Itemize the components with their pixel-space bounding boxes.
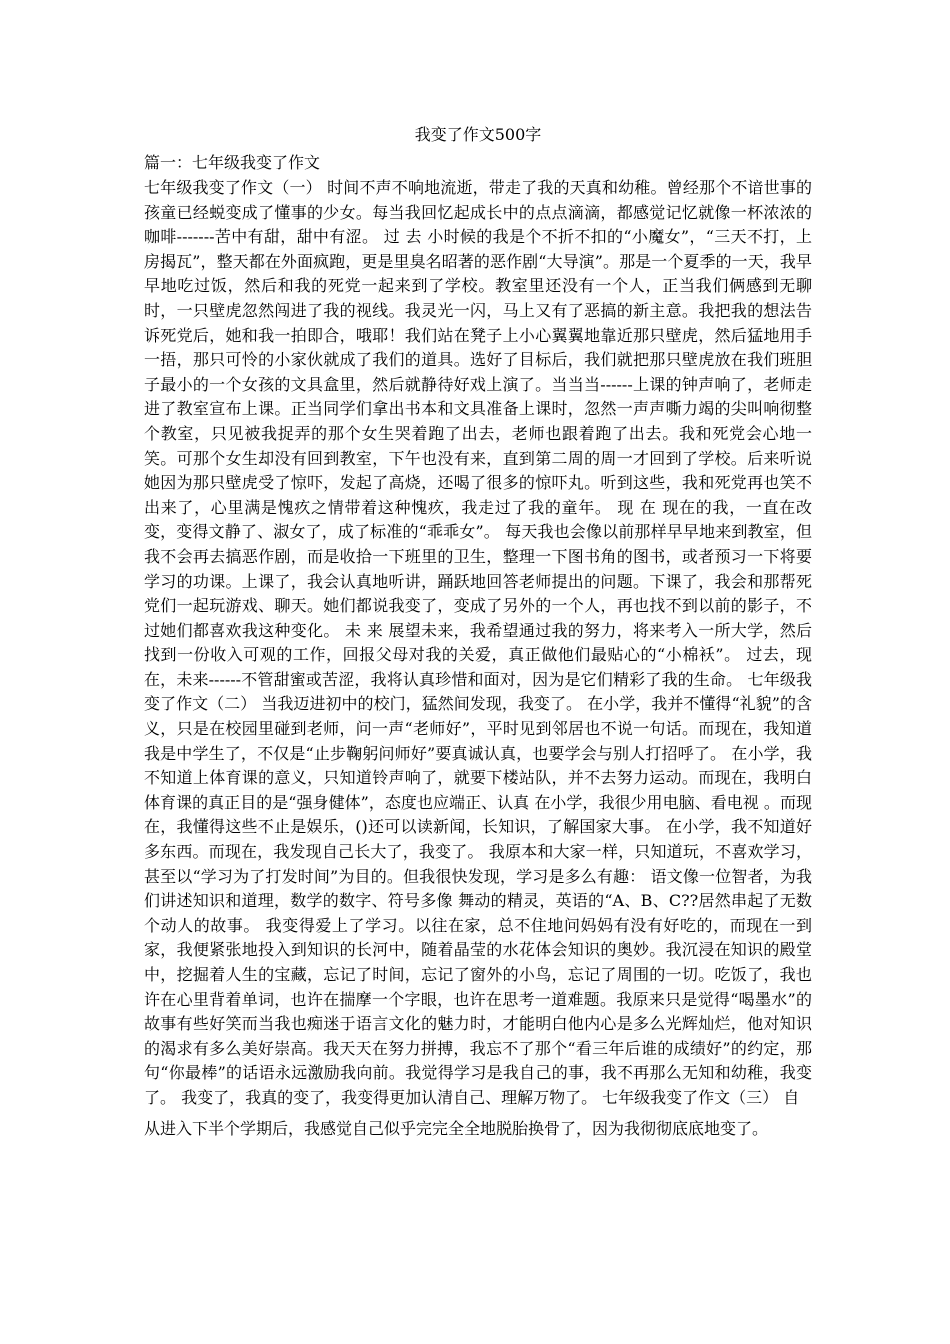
document-title: 我变了作文500字 [414, 125, 542, 144]
document-page [144, 124, 812, 1141]
section-heading: 篇一：七年级我变了作文 [144, 153, 321, 172]
essay-body: 七年级我变了作文（一） 时间不声不响地流逝，带走了我的天真和幼稚。曾经那个不谙世事的孩童已经蜕变成了懂事的少女。每当我回忆起成长中的点点滴滴，都感觉记忆就像一杯浓浓的咖啡-------苦中有甜，甜中有涩。 过 去 小时候的我是个不折不扣的“小魔女”，“三天不打，上房揭瓦”，整天都在外面疯跑，更是里臭名昭著的恶作剧“大导演”。那是一个夏季的一天，我早早地吃过饭，然后和我的死党一起来到了学校。教室里还没有一个人，正当我们俩感到无聊时，一只壁虎忽然闯进了我的视线。我灵光一闪，马上又有了恶搞的新主意。我把我的想法告诉死党后，她和我一拍即合，哦耶！我们站在凳子上小心翼翼地靠近那只壁虎，然后猛地用手一捂，那只可怜的小家伙就成了我们的道具。选好了目标后，我们就把那只壁虎放在我们班胆子最小的一个女孩的文具盒里，然后就静待好戏上演了。当当当------上课的钟声响了，老师走进了教室宣布上课。正当同学们拿出书本和文具准备上课时，忽然一声声嘶力竭的尖叫响彻整个教室，只见被我捉弄的那个女生哭着跑了出去，老师也跟着跑了出去。我和死党会心地一笑。可那个女生却没有回到教室，下午也没有来，直到第二周的周一才回到了学校。后来听说她因为那只壁虎受了惊吓，发起了高烧，还喝了很多的惊吓丸。听到这些，我和死党再也笑不出来了，心里满是愧疚之情带着这种愧疚，我走过了我的童年。 现 在 现在的我，一直在改变，变得文静了、淑女了，成了标准的“乖乖女”。 每天我也会像以前那样早早地来到教室，但我不会再去搞恶作剧，而是收拾一下班里的卫生，整理一下图书角的图书，或者预习一下将要学习的功课。上课了，我会认真地听讲，踊跃地回答老师提出的问题。下课了，我会和那帮死党们一起玩游戏、聊天。她们都说我变了，变成了另外的一个人，再也找不到以前的影子，不过她们都喜欢我这种变化。 未 来 展望未来，我希望通过我的努力，将来考入一所大学，然后找到一份收入可观的工作，回报父母对我的关爱，真正做他们最贴心的“小棉袄”。 过去，现在，未来------不管甜蜜或苦涩，我将认真珍惜和面对，因为是它们精彩了我的生命。 七年级我变了作文（二） 当我迈进初中的校门，猛然间发现，我变了。 在小学，我并不懂得“礼貌”的含义，只是在校园里碰到老师，问一声“老师好”，平时见到邻居也不说一句话。而现在，我知道我是中学生了，不仅是“止步鞠躬问师好”要真诚认真，也要学会与别人打招呼了。 在小学，我不知道上体育课的意义，只知道铃声响了，就要下楼站队，并不去努力运动。而现在，我明白体育课的真正目的是“强身健体”，态度也应端正、认真 在小学，我很少用电脑、看电视 。而现在，我懂得这些不止是娱乐，()还可以读新闻，长知识，了解国家大事。 在小学，我不知道好多东西。而现在，我发现自己长大了，我变了。 我原本和大家一样，只知道玩，不喜欢学习，甚至以“学习为了打发时间”为目的。但我很快发现，学习是多么有趣： 语文像一位智者，为我们讲述知识和道理，数学的数字、符号多像 舞动的精灵，英语的“A、B、C??居然串起了无数个动人的故事。 我变得爱上了学习。以往在家，总不住地问妈妈有没有好吃的，而现在一到家，我便紧张地投入到知识的长河中，随着晶莹的水花体会知识的奥妙。我沉浸在知识的殿堂中，挖掘着人生的宝藏，忘记了时间，忘记了窗外的小鸟，忘记了周围的一切。吃饭了，我也许在心里背着单词，也许在揣摩一个字眼，也许在思考一道难题。我原来只是觉得“喝墨水”的故事有些好笑而当我也痴迷于语言文化的魅力时，才能明白他内心是多么光辉灿烂，他对知识的渴求有多么美好崇高。我天天在努力拼搏，我忘不了那个“看三年后谁的成绩好”的约定，那句“你最棒”的话语永远激励我向前。我觉得学习是我自己的事，我不再那么无知和幼稚，我变了。 我变了，我真的变了，我变得更加认清自己、理解万物了。 七年级我变了作文（三） 自 [144, 178, 812, 1107]
essay-final-paragraph: 从进入下半个学期后，我感觉自己似乎完完全全地脱胎换骨了，因为我彻彻底底地变了。 [144, 1118, 769, 1138]
